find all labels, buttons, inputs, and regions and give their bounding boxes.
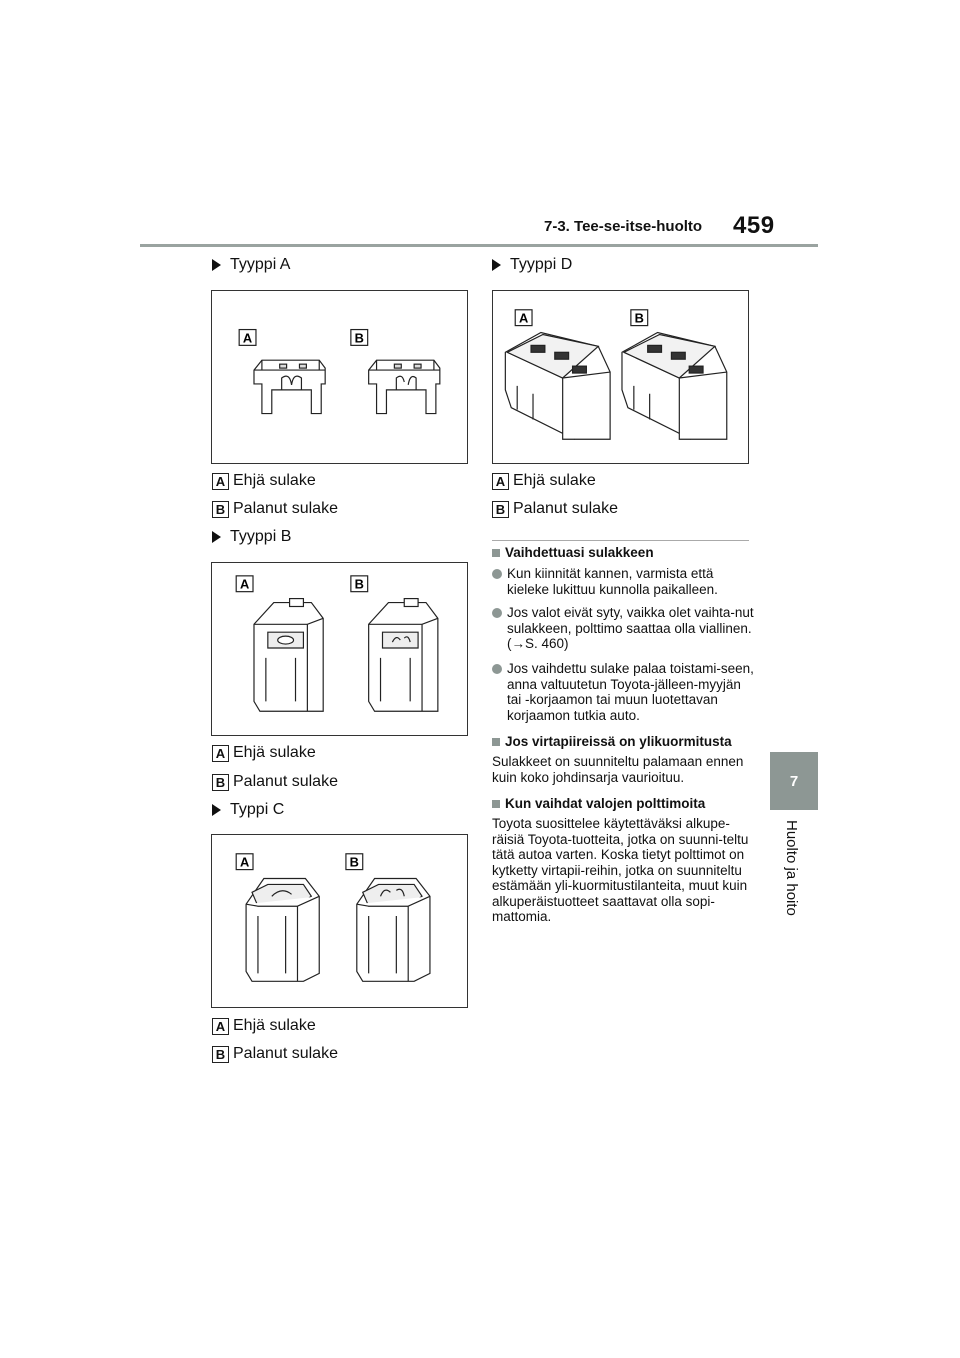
triangle-icon <box>212 259 221 271</box>
triangle-icon <box>212 804 221 816</box>
note-heading-bulbs <box>492 796 705 811</box>
fig-c-label-a: A <box>239 854 250 870</box>
note-heading-text: Jos virtapiireissä on ylikuormitusta <box>505 734 732 749</box>
type-b-heading <box>212 528 291 546</box>
note-heading-replaced <box>492 545 654 560</box>
type-a-heading <box>212 256 290 274</box>
legend-b-4 <box>492 500 618 518</box>
legend-a-4 <box>492 472 596 490</box>
jcase-fuse-intact-icon <box>246 878 319 981</box>
note-heading-text: Kun vaihdat valojen polttimoita <box>505 796 706 811</box>
type-d-heading <box>492 256 572 274</box>
legend-blown: Palanut sulake <box>233 1045 338 1062</box>
square-bullet-icon <box>492 800 500 808</box>
legend-a-1 <box>212 472 316 490</box>
bullet-1 <box>492 566 754 597</box>
badge-b: B <box>212 501 229 518</box>
cartridge-fuse-intact-icon <box>505 333 610 440</box>
badge-a: A <box>212 1018 229 1035</box>
fig-d-label-b: B <box>634 310 644 326</box>
chapter-label: Huolto ja hoito <box>783 820 800 916</box>
bullet-text: Jos vaihdettu sulake palaa toistami-seen, anna valtuutetun Toyota-jälleen-myyjän tai -korjaamon tai muun luotettavan korjaamon tutkia auto. <box>507 661 754 723</box>
fig-c-label-b: B <box>349 854 359 870</box>
overload-text: Sulakkeet on suunniteltu palamaan ennen kuin koko johdinsarja vaurioituu. <box>492 754 744 785</box>
type-c-title: Typpi C <box>230 801 285 818</box>
figure-type-a <box>211 290 468 464</box>
bullet-text: Kun kiinnität kannen, varmista että kieleke lukittuu kunnolla paikalleen. <box>507 566 718 597</box>
legend-blown: Palanut sulake <box>513 500 618 517</box>
badge-b: B <box>212 774 229 791</box>
type-a-illustration <box>212 291 467 463</box>
legend-a-2 <box>212 744 316 762</box>
round-bullet-icon <box>492 664 502 674</box>
bullet-3 <box>492 661 754 723</box>
type-d-title: Tyyppi D <box>510 256 573 273</box>
type-a-title: Tyyppi A <box>230 256 291 273</box>
legend-b-1 <box>212 500 338 518</box>
type-b-title: Tyyppi B <box>230 528 292 545</box>
mini-fuse-intact-icon <box>254 360 325 413</box>
legend-blown: Palanut sulake <box>233 500 338 517</box>
note-heading-text: Vaihdettuasi sulakkeen <box>505 545 654 560</box>
type-c-heading <box>212 801 284 819</box>
round-bullet-icon <box>492 569 502 579</box>
fig-b-label-a: A <box>239 576 250 592</box>
badge-a: A <box>492 473 509 490</box>
type-b-illustration <box>212 563 467 735</box>
bulbs-text: Toyota suosittelee käytettäväksi alkupe-räisiä Toyota-tuotteita, jotka on suunni-teltu tätä autoa varten. Koska tietyt polttimot on kytketty virtapii-reihin, jotka on suunniteltu estämään yli-kuormitustilanteita, muut kuin alkuperäistuotteet saattavat olla sopi-mattomia. <box>492 816 749 924</box>
legend-intact: Ehjä sulake <box>233 744 316 761</box>
page-number: 459 <box>733 212 775 239</box>
figure-type-d <box>492 290 749 464</box>
round-bullet-icon <box>492 608 502 618</box>
mini-fuse-blown-icon <box>369 360 440 413</box>
legend-blown: Palanut sulake <box>233 773 338 790</box>
badge-a: A <box>212 745 229 762</box>
legend-intact: Ehjä sulake <box>233 472 316 489</box>
note-heading-overload <box>492 734 732 749</box>
cartridge-fuse-blown-icon <box>369 599 438 712</box>
badge-a: A <box>212 473 229 490</box>
triangle-icon <box>212 531 221 543</box>
figure-type-c <box>211 834 468 1008</box>
square-bullet-icon <box>492 738 500 746</box>
cartridge-fuse-intact-icon <box>254 599 323 712</box>
square-bullet-icon <box>492 549 500 557</box>
legend-b-2 <box>212 773 338 791</box>
triangle-icon <box>492 259 501 271</box>
type-d-illustration <box>493 291 748 463</box>
jcase-fuse-blown-icon <box>357 878 430 981</box>
fig-d-label-a: A <box>518 310 529 326</box>
legend-b-3 <box>212 1045 338 1063</box>
chapter-tab: 7 <box>770 752 818 810</box>
cartridge-fuse-blown-icon <box>622 333 727 440</box>
fig-a-label-b: B <box>354 330 364 346</box>
section-divider <box>492 540 749 541</box>
fig-b-label-b: B <box>354 576 364 592</box>
legend-intact: Ehjä sulake <box>233 1017 316 1034</box>
type-c-illustration <box>212 835 467 1007</box>
header-rule <box>140 244 818 247</box>
badge-b: B <box>212 1046 229 1063</box>
legend-a-3 <box>212 1017 316 1035</box>
fig-a-label-a: A <box>242 330 253 346</box>
bullet-text: Jos valot eivät syty, vaikka olet vaihta-nut sulakkeen, polttimo saattaa olla viallinen. (→S. 460) <box>507 605 754 651</box>
figure-type-b <box>211 562 468 736</box>
legend-intact: Ehjä sulake <box>513 472 596 489</box>
section-title: 7-3. Tee-se-itse-huolto <box>544 218 703 235</box>
bullet-2 <box>492 605 754 652</box>
badge-b: B <box>492 501 509 518</box>
